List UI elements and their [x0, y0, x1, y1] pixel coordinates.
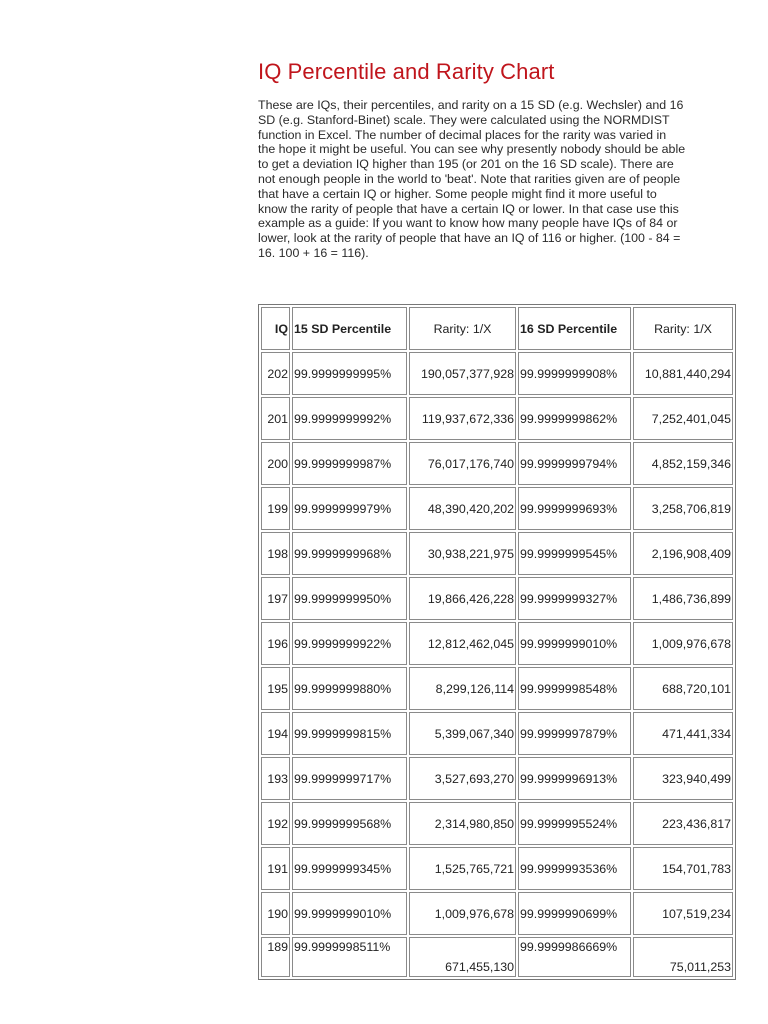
cell-15sd-percentile: 99.9999999568% [292, 802, 407, 845]
cell-16sd-rarity: 75,011,253 [633, 937, 733, 977]
cell-iq: 193 [261, 757, 290, 800]
cell-16sd-percentile: 99.9999990699% [518, 892, 631, 935]
intro-paragraph: These are IQs, their percentiles, and rarity on a 15 SD (e.g. Wechsler) and 16 SD (e.g. Stanford-Binet) scale. They were calculated using the NORMDIST function in Excel. The number of decimal places for the rarity was varied in the hope it might be useful. You can see why presently nobody should be able to get a deviation IQ higher than 195 (or 201 on the 16 SD scale). There are not enough people in the world to 'beat'. Note that rarities given are of people that have a certain IQ or higher. Some people might find it more useful to know the rarity of people that have a certain IQ or lower. In that case use this example as a guide: If you want to know how many people have IQs of 84 or lower, look at the rarity of people that have an IQ of 116 or higher. (100 - 84 = 16. 100 + 16 = 116). [258, 98, 686, 260]
cell-iq: 189 [261, 937, 290, 977]
cell-15sd-percentile: 99.9999999880% [292, 667, 407, 710]
cell-16sd-percentile: 99.9999996913% [518, 757, 631, 800]
cell-iq: 190 [261, 892, 290, 935]
cell-iq: 197 [261, 577, 290, 620]
cell-iq: 195 [261, 667, 290, 710]
header-16sd-percentile: 16 SD Percentile [518, 307, 631, 350]
cell-15sd-rarity: 48,390,420,202 [409, 487, 516, 530]
table-row [261, 937, 733, 977]
cell-iq: 200 [261, 442, 290, 485]
table-row [261, 667, 733, 710]
cell-16sd-percentile: 99.9999999794% [518, 442, 631, 485]
cell-15sd-percentile: 99.9999999717% [292, 757, 407, 800]
header-15sd-rarity: Rarity: 1/X [409, 307, 516, 350]
cell-16sd-percentile: 99.9999999862% [518, 397, 631, 440]
cell-15sd-rarity: 8,299,126,114 [409, 667, 516, 710]
cell-15sd-percentile: 99.9999999995% [292, 352, 407, 395]
iq-table [258, 304, 736, 980]
cell-16sd-percentile: 99.9999999545% [518, 532, 631, 575]
cell-16sd-rarity: 10,881,440,294 [633, 352, 733, 395]
cell-iq: 194 [261, 712, 290, 755]
cell-15sd-rarity: 671,455,130 [409, 937, 516, 977]
cell-16sd-rarity: 154,701,783 [633, 847, 733, 890]
header-15sd-percentile: 15 SD Percentile [292, 307, 407, 350]
table-row [261, 532, 733, 575]
cell-15sd-percentile: 99.9999999987% [292, 442, 407, 485]
cell-15sd-rarity: 5,399,067,340 [409, 712, 516, 755]
cell-iq: 191 [261, 847, 290, 890]
cell-16sd-percentile: 99.9999999693% [518, 487, 631, 530]
cell-16sd-percentile: 99.9999999010% [518, 622, 631, 665]
cell-15sd-rarity: 12,812,462,045 [409, 622, 516, 665]
cell-15sd-rarity: 3,527,693,270 [409, 757, 516, 800]
cell-iq: 192 [261, 802, 290, 845]
header-16sd-rarity: Rarity: 1/X [633, 307, 733, 350]
cell-15sd-rarity: 76,017,176,740 [409, 442, 516, 485]
table-row [261, 352, 733, 395]
cell-16sd-percentile: 99.9999997879% [518, 712, 631, 755]
cell-iq: 196 [261, 622, 290, 665]
cell-15sd-rarity: 1,525,765,721 [409, 847, 516, 890]
table-row [261, 577, 733, 620]
cell-15sd-rarity: 190,057,377,928 [409, 352, 516, 395]
table-body [261, 352, 733, 977]
cell-16sd-percentile: 99.9999993536% [518, 847, 631, 890]
cell-15sd-percentile: 99.9999999979% [292, 487, 407, 530]
table-row [261, 487, 733, 530]
cell-iq: 199 [261, 487, 290, 530]
iq-table-wrapper [258, 304, 736, 980]
cell-15sd-rarity: 119,937,672,336 [409, 397, 516, 440]
cell-16sd-rarity: 2,196,908,409 [633, 532, 733, 575]
cell-16sd-percentile: 99.9999999327% [518, 577, 631, 620]
cell-iq: 198 [261, 532, 290, 575]
cell-15sd-percentile: 99.9999999815% [292, 712, 407, 755]
cell-16sd-rarity: 1,009,976,678 [633, 622, 733, 665]
cell-16sd-rarity: 223,436,817 [633, 802, 733, 845]
cell-15sd-rarity: 2,314,980,850 [409, 802, 516, 845]
cell-15sd-percentile: 99.9999999345% [292, 847, 407, 890]
cell-16sd-rarity: 107,519,234 [633, 892, 733, 935]
cell-15sd-percentile: 99.9999999922% [292, 622, 407, 665]
cell-16sd-rarity: 3,258,706,819 [633, 487, 733, 530]
document-page [258, 58, 738, 974]
table-row [261, 802, 733, 845]
cell-16sd-rarity: 323,940,499 [633, 757, 733, 800]
cell-16sd-percentile: 99.9999986669% [518, 937, 631, 977]
table-row [261, 847, 733, 890]
page-title: IQ Percentile and Rarity Chart [258, 59, 555, 84]
cell-16sd-rarity: 471,441,334 [633, 712, 733, 755]
cell-15sd-percentile: 99.9999998511% [292, 937, 407, 977]
cell-iq: 202 [261, 352, 290, 395]
cell-15sd-rarity: 1,009,976,678 [409, 892, 516, 935]
table-row [261, 397, 733, 440]
cell-15sd-percentile: 99.9999999950% [292, 577, 407, 620]
cell-16sd-percentile: 99.9999995524% [518, 802, 631, 845]
cell-iq: 201 [261, 397, 290, 440]
header-iq: IQ [261, 307, 290, 350]
cell-15sd-percentile: 99.9999999968% [292, 532, 407, 575]
table-row [261, 442, 733, 485]
table-row [261, 712, 733, 755]
table-row [261, 757, 733, 800]
cell-15sd-percentile: 99.9999999992% [292, 397, 407, 440]
cell-16sd-rarity: 688,720,101 [633, 667, 733, 710]
table-header-row [261, 307, 733, 350]
cell-16sd-rarity: 1,486,736,899 [633, 577, 733, 620]
cell-16sd-rarity: 7,252,401,045 [633, 397, 733, 440]
cell-16sd-rarity: 4,852,159,346 [633, 442, 733, 485]
table-row [261, 892, 733, 935]
cell-16sd-percentile: 99.9999999908% [518, 352, 631, 395]
table-row [261, 622, 733, 665]
cell-15sd-percentile: 99.9999999010% [292, 892, 407, 935]
cell-15sd-rarity: 19,866,426,228 [409, 577, 516, 620]
cell-15sd-rarity: 30,938,221,975 [409, 532, 516, 575]
cell-16sd-percentile: 99.9999998548% [518, 667, 631, 710]
